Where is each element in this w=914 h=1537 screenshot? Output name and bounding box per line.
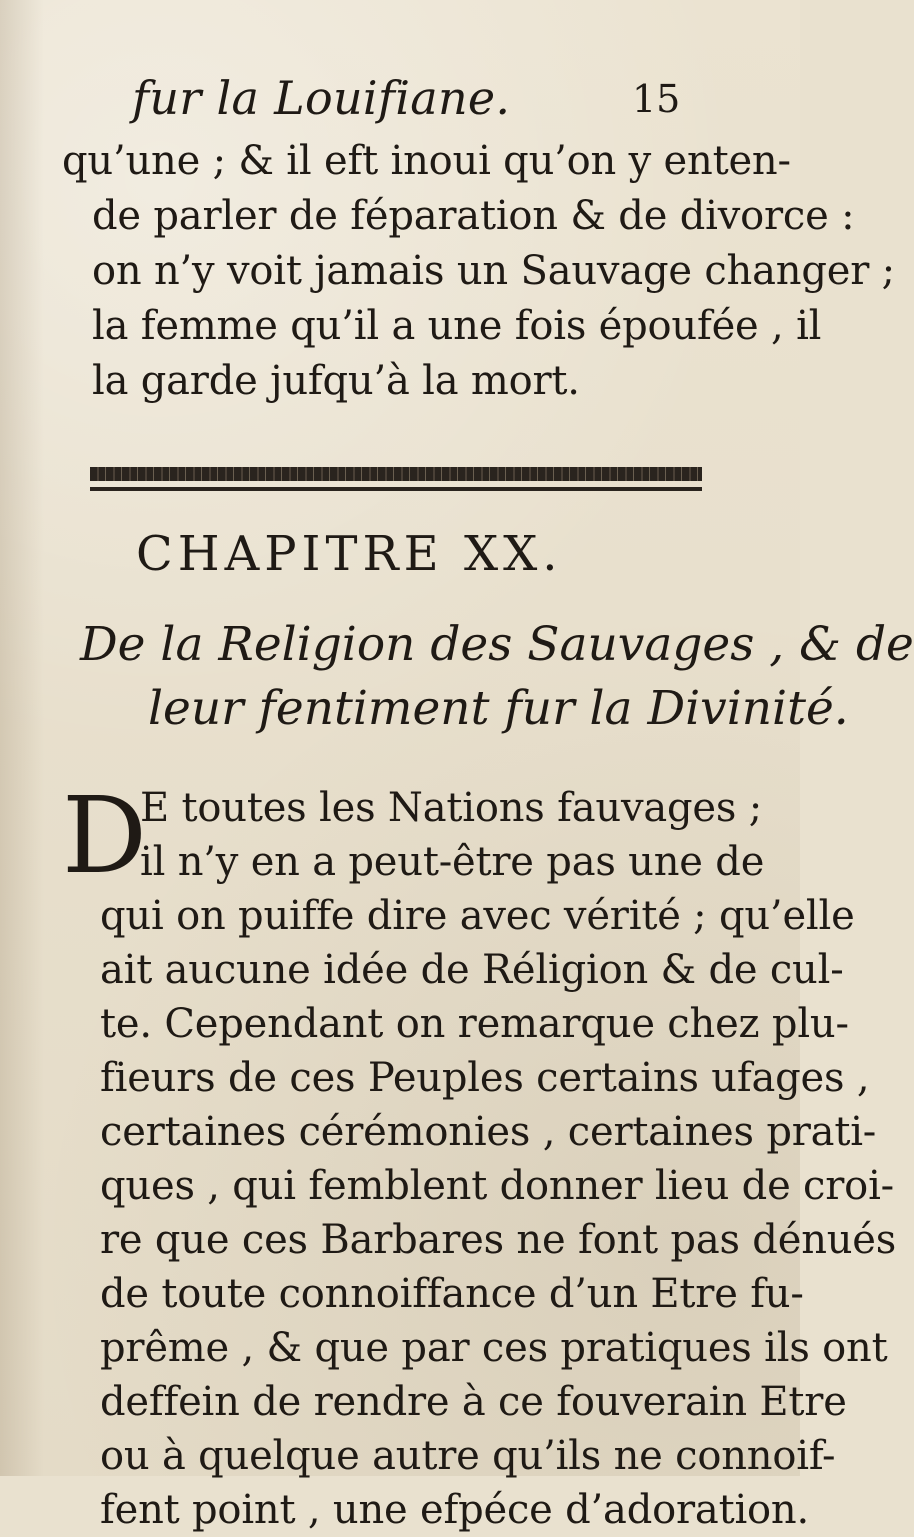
paragraph-line: prême , & que par ces pratiques ils ont [100,1325,888,1371]
page-header [62,72,740,130]
text-line: on n’y voit jamais un Sauvage changer ; [92,248,895,294]
decorative-rule [90,467,702,491]
ornament-band [90,467,702,481]
subtitle-line: leur fentiment fur la Divinité. [148,681,849,736]
running-head: fur la Louifiane. [132,71,511,125]
page-number: 15 [632,77,681,121]
ornament-line [90,487,702,491]
paragraph-line: ait aucune idée de Réligion & de cul- [100,947,844,993]
chapter-paragraph [62,774,897,1537]
subtitle-line: De la Religion des Sauvages , & de [80,617,914,672]
paragraph-line: de toute connoiffance d’un Etre fu- [100,1271,804,1317]
paragraph-line: fieurs de ces Peuples certains ufages , [100,1055,870,1101]
drop-cap: D [62,774,147,897]
paragraph-line: te. Cependant on remarque chez plu- [100,1001,849,1047]
paragraph-line: qui on puiffe dire avec vérité ; qu’elle [100,893,855,939]
paragraph-line: E toutes les Nations fauvages ; [140,785,762,831]
page-edge-shadow [0,0,44,1476]
previous-chapter-ending [62,134,895,409]
paragraph-line: deffein de rendre à ce fouverain Etre [100,1379,847,1425]
chapter-title: CHAPITRE XX. [136,526,563,582]
paragraph-line: fent point , une efpéce d’adoration. [100,1487,809,1533]
text-line: la garde jufqu’à la mort. [92,358,580,404]
paragraph-line: il n’y en a peut-être pas une de [140,839,765,885]
text-line: la femme qu’il a une fois époufée , il [92,303,822,349]
chapter-subtitle [62,613,914,741]
paragraph-line: ques , qui femblent donner lieu de croi- [100,1163,894,1209]
paragraph-line: re que ces Barbares ne font pas dénués [100,1217,897,1263]
paragraph-line: ou à quelque autre qu’ils ne connoif- [100,1433,836,1479]
text-line: de parler de féparation & de divorce : [92,193,855,239]
text-line: qu’une ; & il eft inoui qu’on y enten- [62,138,791,184]
paragraph-line: certaines cérémonies , certaines prati- [100,1109,877,1155]
